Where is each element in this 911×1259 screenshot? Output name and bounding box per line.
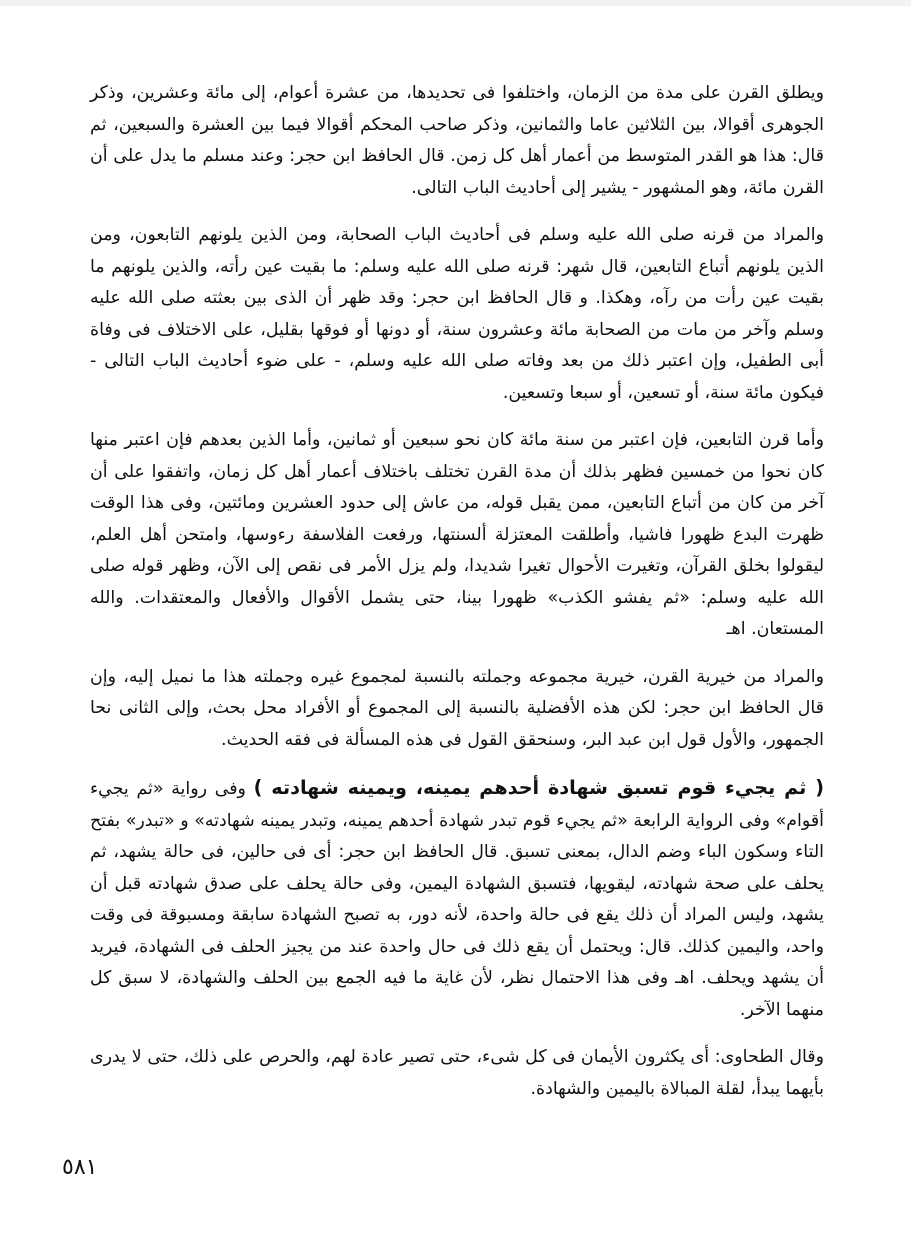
paragraph-text: والمراد من قرنه صلى الله عليه وسلم فى أحاديث الباب الصحابة، ومن الذين يلونهم التابعون، ومن الذين يلونهم أتباع التابعين، قال شهر: قرنه صلى الله عليه وسلم: ما بقيت عين رأته، والذين يلونهم ما بقيت عين رأت من رآه، وهكذا. و قال الحافظ ابن حجر: وقد ظهر أن الذى بين بعثته صلى الله عليه وسلم وآخر من مات من الصحابة مائة وعشرون سنة، أو دونها أو فوقها بقليل، على الاختلاف فى وفاة أبى الطفيل، وإن اعتبر ذلك من بعد وفاته صلى الله عليه وسلم، - على ضوء أحاديث الباب التالى - فيكون مائة سنة، أو تسعين، أو سبعا وتسعين. — [90, 225, 824, 403]
paragraph-text: وأما قرن التابعين، فإن اعتبر من سنة مائة كان نحو سبعين أو ثمانين، وأما الذين بعدهم فإن اعتبر منها كان نحوا من خمسين فظهر بذلك أن مدة القرن تختلف باختلاف أعمار أهل كل زمان، واتفقوا على أن آخر من كان من أتباع التابعين، ممن يقبل قوله، من عاش إلى حدود العشرين ومائتين، وفى هذا الوقت ظهرت البدع ظهورا فاشيا، وأطلقت المعتزلة ألسنتها، ورفعت الفلاسفة رءوسها، وامتحن أهل العلم، ليقولوا بخلق القرآن، وتغيرت الأحوال تغيرا شديدا، ولم يزل الأمر فى نقص إلى الآن، وظهر قوله صلى الله عليه وسلم: «ثم يفشو الكذب» ظهورا بينا، حتى يشمل الأقوال والأفعال والمعتقدات. والله المستعان. اهـ — [90, 430, 824, 639]
page-number: ٥٨١ — [62, 1155, 98, 1180]
paper-edge — [0, 0, 911, 6]
paragraph-shahada — [90, 772, 824, 1026]
paragraph-text: وفى رواية «ثم يجيء أقوام» وفى الرواية الرابعة «ثم يجيء قوم تبدر شهادة أحدهم يمينه، وتبدر يمينه شهادته» و «تبدر» بفتح التاء وسكون الباء وضم الدال، بمعنى تسبق. قال الحافظ ابن حجر: أى فى حالين، فى حالة يشهد، ثم يحلف على صحة شهادته، ليقويها، فتسبق الشهادة اليمين، وفى حالة يحلف على صدق شهادته قبل أن يشهد، وليس المراد أن ذلك يقع فى حالة واحدة، لأنه دور، به تصبح الشهادة سابقة ومسبوقة فى وقت واحد، واليمين كذلك. قال: ويحتمل أن يقع ذلك فى حال واحدة عند من يجيز الحلف فى الشهادة، فيريد أن يشهد ويحلف. اهـ وفى هذا الاحتمال نظر، لأن غاية ما فيه الجمع بين الحلف والشهادة، لا سبق كل منهما الآخر. — [90, 779, 824, 1020]
paragraph-text: والمراد من خيرية القرن، خيرية مجموعه وجملته بالنسبة لمجموع غيره وجملته هذا ما نميل إليه، وإن قال الحافظ ابن حجر: لكن هذه الأفضلية بالنسبة إلى المجموع أو الأفراد محل بحث، وإلى الثانى نحا الجمهور، والأول قول ابن عبد البر، وسنحقق القول فى هذه المسألة فى فقه الحديث. — [90, 666, 824, 750]
paragraph-text: وقال الطحاوى: أى يكثرون الأيمان فى كل شىء، حتى تصير عادة لهم، والحرص على ذلك، حتى لا يدرى بأيهما يبدأ، لقلة المبالاة باليمين والشهادة. — [90, 1047, 824, 1099]
page-body — [90, 78, 824, 1178]
paragraph-tabieen — [90, 425, 824, 646]
paragraph-text: ويطلق القرن على مدة من الزمان، واختلفوا فى تحديدها، من عشرة أعوام، إلى مائة وعشرين، وذكر الجوهرى أقوالا، بين الثلاثين عاما والثمانين، وذكر صاحب المحكم أقوالا فيما بين العشرة والسبعين، ثم قال: هذا هو القدر المتوسط من أعمار أهل كل زمن. قال الحافظ ابن حجر: وعند مسلم ما يدل على أن القرن مائة، وهو المشهور - يشير إلى أحاديث الباب التالى. — [90, 83, 824, 198]
paragraph-qarn-companions — [90, 220, 824, 409]
paragraph-tahawi — [90, 1042, 824, 1105]
paragraph-qarn-definition — [90, 78, 824, 204]
hadith-quote-heading: ( ثم يجيء قوم تسبق شهادة أحدهم يمينه، ويمينه شهادته ) — [253, 776, 825, 799]
paragraph-khayriyya — [90, 662, 824, 757]
